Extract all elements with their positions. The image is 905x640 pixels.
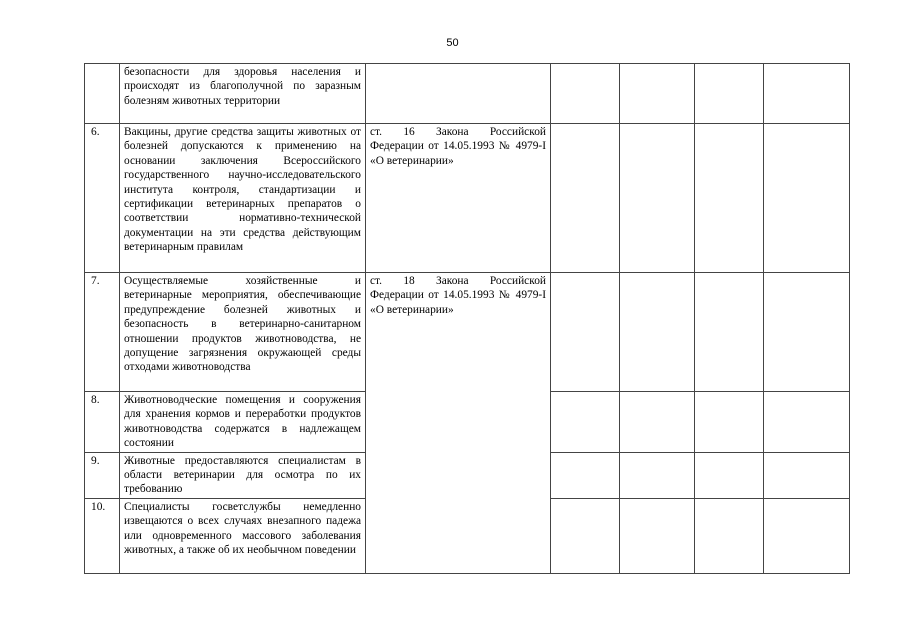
- answer-cell: [764, 124, 850, 273]
- answer-cell: [620, 124, 695, 273]
- page-number: 50: [446, 37, 459, 49]
- answer-cell: [764, 273, 850, 392]
- table-row: [85, 273, 850, 392]
- answer-cell: [551, 452, 620, 498]
- answer-cell: [620, 452, 695, 498]
- requirements-table: [84, 63, 850, 574]
- table-row: [85, 124, 850, 273]
- answer-cell: [695, 124, 764, 273]
- answer-cell: [764, 392, 850, 453]
- requirement-text: Животноводческие помещения и сооружения для хранения кормов и переработки продуктов животноводства содержатся в надлежащем состоянии: [120, 392, 366, 453]
- answer-cell: [620, 392, 695, 453]
- answer-cell: [620, 273, 695, 392]
- row-number: 6.: [85, 124, 120, 273]
- answer-cell: [551, 64, 620, 124]
- legal-reference: ст. 16 Закона Российской Федерации от 14.05.1993 № 4979-I «О ветеринарии»: [366, 124, 551, 273]
- answer-cell: [551, 498, 620, 573]
- legal-reference: [366, 64, 551, 124]
- legal-reference: ст. 18 Закона Российской Федерации от 14.05.1993 № 4979-I «О ветеринарии»: [366, 273, 551, 574]
- answer-cell: [620, 64, 695, 124]
- row-number: [85, 64, 120, 124]
- requirement-text: Осуществляемые хозяйственные и ветеринарные мероприятия, обеспечивающие предупреждение болезней животных и безопасность в ветеринарно-санитарном отношении продуктов животноводства, не допущение загрязнения окружающей среды отходами животноводства: [120, 273, 366, 392]
- row-number: 10.: [85, 498, 120, 573]
- requirement-text: Животные предоставляются специалистам в области ветеринарии для осмотра по их требованию: [120, 452, 366, 498]
- row-number: 9.: [85, 452, 120, 498]
- requirement-text: безопасности для здоровья населения и происходят из благополучной по заразным болезням животных территории: [120, 64, 366, 124]
- answer-cell: [764, 452, 850, 498]
- answer-cell: [695, 392, 764, 453]
- answer-cell: [551, 273, 620, 392]
- answer-cell: [764, 498, 850, 573]
- answer-cell: [695, 452, 764, 498]
- table-row: [85, 64, 850, 124]
- answer-cell: [620, 498, 695, 573]
- answer-cell: [695, 273, 764, 392]
- answer-cell: [695, 498, 764, 573]
- answer-cell: [551, 392, 620, 453]
- requirement-text: Вакцины, другие средства защиты животных от болезней допускаются к применению на основании заключения Всероссийского государственного научно-исследовательского института контроля, стандартизации и сертификации ветеринарных препаратов о соответствии нормативно-технической документации на эти средства действующим ветеринарным правилам: [120, 124, 366, 273]
- row-number: 8.: [85, 392, 120, 453]
- answer-cell: [764, 64, 850, 124]
- answer-cell: [695, 64, 764, 124]
- requirement-text: Специалисты госветслужбы немедленно извещаются о всех случаях внезапного падежа или одновременного массового заболевания животных, а также об их необычном поведении: [120, 498, 366, 573]
- answer-cell: [551, 124, 620, 273]
- row-number: 7.: [85, 273, 120, 392]
